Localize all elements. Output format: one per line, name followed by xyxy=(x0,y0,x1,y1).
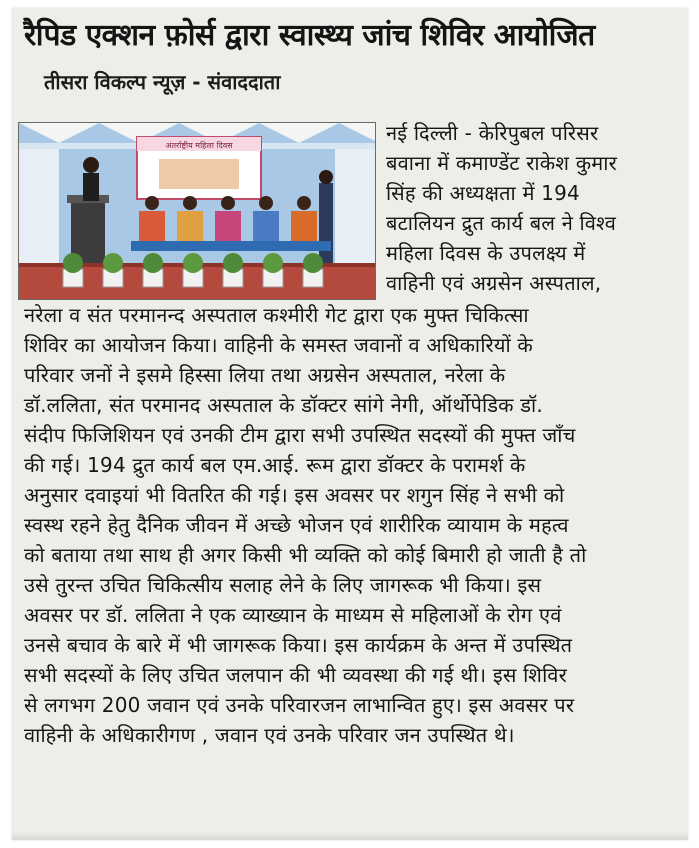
body-line: सिंह की अध्यक्षता में 194 xyxy=(386,181,580,205)
body-line: नई दिल्ली - केरिपुबल परिसर xyxy=(386,121,599,145)
photo-banner-text: अंतर्राष्ट्रीय महिला दिवस xyxy=(165,141,233,150)
body-line: की गई। 194 द्रुत कार्य बल एम.आई. रूम द्वारा डॉक्टर के परामर्श के xyxy=(24,453,526,477)
body-line: नरेला व संत परमानन्द अस्पताल कश्मीरी गेट द्वारा एक मुफ्त चिकित्सा xyxy=(24,303,529,327)
body-line: शिविर का आयोजन किया। वाहिनी के समस्त जवानों व अधिकारियों के xyxy=(24,333,533,357)
body-line: उनसे बचाव के बारे में भी जागरूक किया। इस कार्यक्रम के अन्त में उपस्थित xyxy=(24,633,573,657)
body-line: बटालियन द्रुत कार्य बल ने विश्व xyxy=(386,211,617,235)
page-bottom-edge xyxy=(12,832,688,840)
body-line: से लगभग 200 जवान एवं उनके परिवारजन लाभान्वित हुए। इस अवसर पर xyxy=(24,693,575,717)
body-line: डॉ.ललिता, संत परमानद अस्पताल के डॉक्टर सांगे नेगी, ऑर्थोपेडिक डॉ. xyxy=(24,393,543,417)
body-line: संदीप फिजिशियन एवं उनकी टीम द्वारा सभी उपस्थित सदस्यों की मुफ्त जाँच xyxy=(24,423,576,447)
body-line: वाहिनी एवं अग्रसेन अस्पताल, xyxy=(386,271,602,295)
body-line: सभी सदस्यों के लिए उचित जलपान की भी व्यवस्था की गई थी। इस शिविर xyxy=(24,663,567,687)
article-byline: तीसरा विकल्प न्यूज़ - संवाददाता xyxy=(44,70,281,94)
newspaper-clipping xyxy=(12,8,688,840)
body-line: महिला दिवस के उपलक्ष्य में xyxy=(386,241,586,265)
body-line: परिवार जनों ने इसमे हिस्सा लिया तथा अग्रसेन अस्पताल, नरेला के xyxy=(24,363,506,387)
article-headline: रैपिड एक्शन फ़ोर्स द्वारा स्वास्थ्य जांच शिविर आयोजित xyxy=(24,18,595,53)
body-line: उसे तुरन्त उचित चिकित्सीय सलाह लेने के लिए जागरूक भी किया। इस xyxy=(24,573,542,597)
article-body xyxy=(12,8,688,840)
body-line: अनुसार दवाइयां भी वितरित की गई। इस अवसर पर शगुन सिंह ने सभी को xyxy=(24,483,565,507)
body-line: अवसर पर डॉ. ललिता ने एक व्याख्यान के माध्यम से महिलाओं के रोग एवं xyxy=(24,603,562,627)
body-line: वाहिनी के अधिकारीगण , जवान एवं उनके परिवार जन उपस्थित थे। xyxy=(24,723,515,747)
body-line: स्वस्थ रहने हेतु दैनिक जीवन में अच्छे भोजन एवं शारीरिक व्यायाम के महत्व xyxy=(24,513,569,537)
body-line: बवाना में कमाण्डेंट राकेश कुमार xyxy=(386,151,617,175)
body-line: को बताया तथा साथ ही अगर किसी भी व्यक्ति को कोई बिमारी हो जाती है तो xyxy=(24,543,587,567)
